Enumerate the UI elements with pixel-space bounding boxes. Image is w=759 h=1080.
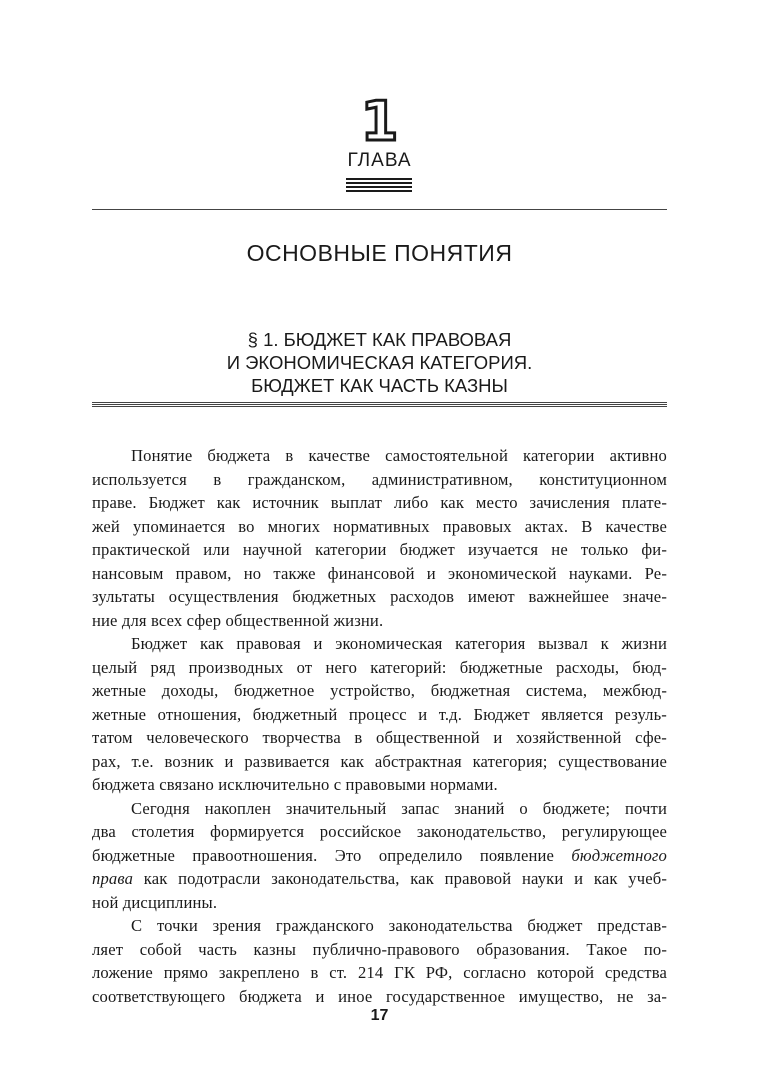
text-line [92, 844, 667, 868]
page-number: 17 [370, 1007, 389, 1024]
text-line: Бюджет как правовая и экономическая категория вызвал к жизни [131, 634, 667, 653]
text-line: зультаты осуществления бюджетных расходов имеют важнейшее значе- [92, 587, 667, 606]
italic-term: права [92, 869, 134, 888]
section-title-line: И ЭКОНОМИЧЕСКАЯ КАТЕГОРИЯ. [226, 352, 533, 373]
text-line: бюджета связано исключительно с правовыми нормами. [92, 775, 498, 794]
text-line: ляет собой часть казны публично-правового образования. Такое по- [92, 939, 667, 959]
chapter-title: ОСНОВНЫЕ ПОНЯТИЯ [246, 240, 513, 266]
text-line: целый ряд производных от него категорий: бюджетные расходы, бюд- [92, 657, 667, 677]
text-line: праве. Бюджет как источник выплат либо как место зачисления плате- [92, 493, 667, 512]
text-line: практической или научной категории бюджет изучается не только фи- [92, 540, 667, 559]
chapter-label: ГЛАВА [347, 150, 412, 171]
chapter-divider [92, 209, 667, 210]
text-line [92, 867, 667, 891]
text-line: жей упоминается во многих нормативных правовых актах. В качестве [92, 516, 667, 536]
text-line: нансовым правом, но также финансовой и экономической науками. Ре- [92, 563, 667, 583]
text-line: Понятие бюджета в качестве самостоятельной категории активно [131, 446, 667, 465]
text-line: жетные доходы, бюджетное устройство, бюджетная система, межбюд- [92, 681, 667, 700]
section-title-line: БЮДЖЕТ КАК ЧАСТЬ КАЗНЫ [251, 375, 508, 396]
text-line: Сегодня накоплен значительный запас знаний о бюджете; почти [131, 798, 667, 818]
text-line: рах, т.е. возник и развивается как абстрактная категория; существование [92, 751, 667, 771]
section-divider [92, 402, 667, 407]
chapter-decorative-stripes [346, 178, 412, 192]
text-line: ложение прямо закреплено в ст. 214 ГК РФ, согласно которой средства [92, 963, 667, 982]
chapter-number: 1 [360, 90, 399, 153]
text-line: ние для всех сфер общественной жизни. [92, 610, 384, 630]
text-line: С точки зрения гражданского законодательства бюджет представ- [131, 916, 667, 935]
text-line: используется в гражданском, административном, конституционном [92, 469, 667, 489]
text-fragment: бюджетные правоотношения. Это определило появление [92, 845, 572, 865]
section-title [0, 328, 759, 397]
text-line: ной дисциплины. [92, 892, 218, 912]
italic-term: бюджетного [571, 845, 667, 865]
body-text [92, 444, 667, 1008]
text-line: два столетия формируется российское законодательство, регулирующее [92, 822, 667, 841]
text-line: соответствующего бюджета и иное государственное имущество, не за- [92, 986, 667, 1006]
text-fragment: как подотрасли законодательства, как правовой науки и как учеб- [133, 869, 667, 888]
text-line: татом человеческого творчества в общественной и хозяйственной сфе- [92, 728, 667, 747]
section-title-line: § 1. БЮДЖЕТ КАК ПРАВОВАЯ [247, 329, 512, 350]
text-line: жетные отношения, бюджетный процесс и т.д. Бюджет является резуль- [92, 704, 667, 724]
